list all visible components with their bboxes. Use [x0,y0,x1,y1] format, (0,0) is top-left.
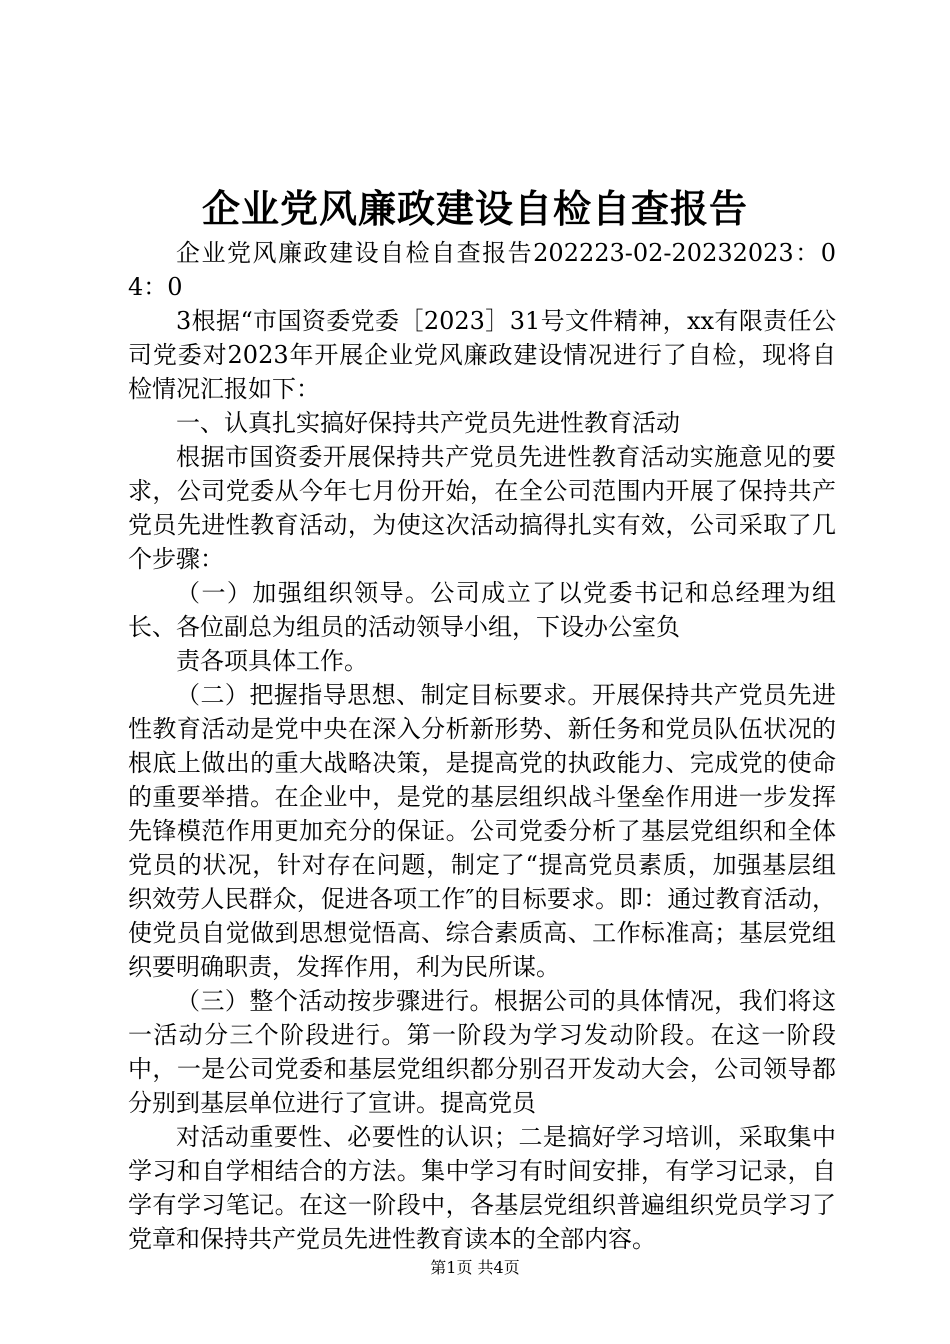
paragraph-step-2: （二）把握指导思想、制定目标要求。开展保持共产党员先进性教育活动是党中央在深入分析新形势、新任务和党员队伍状况的根底上做出的重大战略决策，是提高党的执政能力、完成党的使命的重要举措。在企业中，是党的基层组织战斗堡垒作用进一步发挥先锋模范作用更加充分的保证。公司党委分析了基层党组织和全体党员的状况，针对存在问题，制定了“提高党员素质，加强基层组织效劳人民群众，促进各项工作″的目标要求。即：通过教育活动，使党员自觉做到思想觉悟高、综合素质高、工作标准高；基层党组织要明确职责，发挥作用，利为民所谋。 [128,681,836,981]
document-body [128,236,836,1256]
paragraph-step-3: （三）整个活动按步骤进行。根据公司的具体情况，我们将这一活动分三个阶段进行。第一阶段为学习发动阶段。在这一阶段中，一是公司党委和基层党组织都分别召开发动大会，公司领导都分别到基层单位进行了宣讲。提高党员 [128,987,836,1117]
paragraph-header-line: 企业党风廉政建设自检自查报告202223-02-20232023：04：0 [128,239,836,301]
paragraph-step-3-cont: 对活动重要性、必要性的认识；二是搞好学习培训，采取集中学习和自学相结合的方法。集中学习有时间安排，有学习记录，自学有学习笔记。在这一阶段中，各基层党组织普遍组织党员学习了党章和保持共产党员先进性教育读本的全部内容。 [128,1123,836,1253]
paragraph-step-1-cont: 责各项具体工作。 [176,647,368,675]
document-title: 企业党风廉政建设自检自查报告 [201,186,748,231]
paragraph-step-1: （一）加强组织领导。公司成立了以党委书记和总经理为组长、各位副总为组员的活动领导小组，下设办公室负 [128,579,836,641]
section-heading-1: 一、认真扎实搞好保持共产党员先进性教育活动 [176,409,680,437]
paragraph-steps-intro: 根据市国资委开展保持共产党员先进性教育活动实施意见的要求，公司党委从今年七月份开始，在全公司范围内开展了保持共产党员先进性教育活动，为使这次活动搞得扎实有效，公司采取了几个步骤： [128,443,836,573]
paragraph-intro: 3根据“市国资委党委［2023］31号文件精神，xx有限责任公司党委对2023年开展企业党风廉政建设情况进行了自检，现将自检情况汇报如下： [128,307,836,403]
page-number-footer: 第1页 共4页 [430,1258,520,1277]
